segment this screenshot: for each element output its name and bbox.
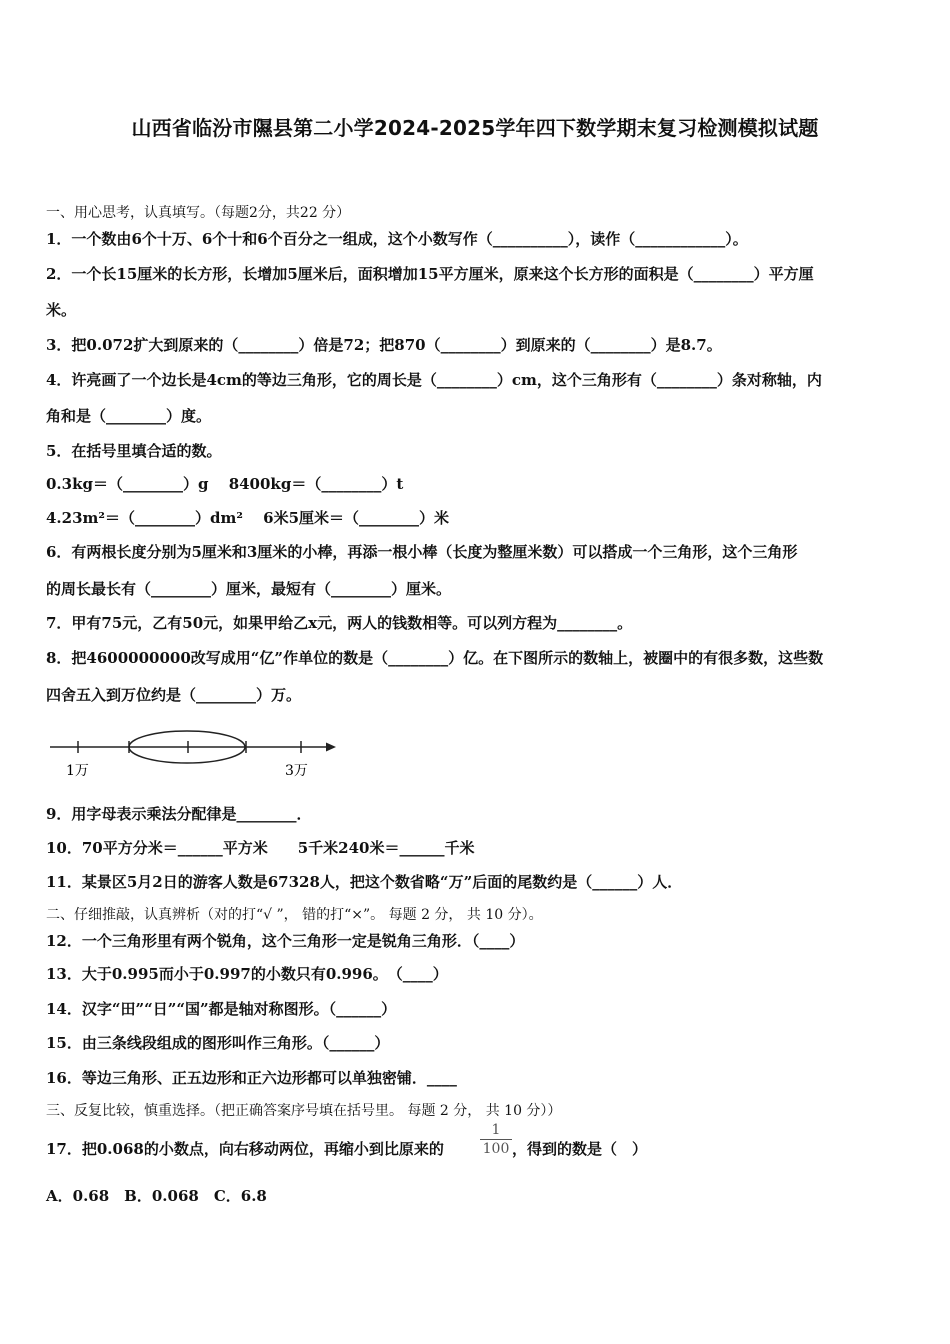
question-17-suffix: ，得到的数是（ ） xyxy=(512,1140,648,1158)
question-9: 9．用字母表示乘法分配律是________． xyxy=(46,805,312,823)
fraction-bar xyxy=(480,1139,512,1140)
number-line-label-left: 1万 xyxy=(66,763,89,779)
question-5-part-a: 0.3kg＝（________）g 8400kg＝（________）t xyxy=(46,475,404,493)
question-1: 1．一个数由6个十万、6个十和6个百分之一组成，这个小数写作（__________），读作（____________）。 xyxy=(46,230,748,248)
question-11: 11．某景区5月2日的游客人数是67328人，把这个数省略“万”后面的尾数约是（______）人． xyxy=(46,873,683,891)
fraction-numerator: 1 xyxy=(491,1122,501,1138)
question-12: 12．一个三角形里有两个锐角，这个三角形一定是锐角三角形．（____） xyxy=(46,932,525,950)
number-line-figure xyxy=(46,722,346,784)
question-10: 10．70平方分米＝______平方米 5千米240米＝______千米 xyxy=(46,839,475,857)
question-16: 16．等边三角形、正五边形和正六边形都可以单独密铺．____ xyxy=(46,1069,457,1087)
question-17-options: A．0.68 B．0.068 C．6.8 xyxy=(46,1187,267,1205)
question-17-prefix: 17．把0.068的小数点，向右移动两位，再缩小到比原来的 xyxy=(46,1140,444,1158)
question-2-line-1: 2．一个长15厘米的长方形，长增加5厘米后，面积增加15平方厘米，原来这个长方形的面积是（________）平方厘 xyxy=(46,265,814,283)
section-2-heading: 二、仔细推敲，认真辨析（对的打“√ ”， 错的打“×”。 每题 2 分， 共 10 分）。 xyxy=(46,907,543,923)
section-3-heading: 三、反复比较，慎重选择。（把正确答案序号填在括号里。 每题 2 分， 共 10 分）） xyxy=(46,1103,562,1119)
question-8-line-1: 8．把4600000000改写成用“亿”作单位的数是（________）亿。在下图所示的数轴上，被圈中的有很多数，这些数 xyxy=(46,649,824,667)
fraction-one-hundredth xyxy=(480,1122,512,1157)
number-line-arrow xyxy=(326,743,336,752)
question-8-line-2: 四舍五入到万位约是（________）万。 xyxy=(46,686,302,704)
question-3: 3．把0.072扩大到原来的（________）倍是72；把870（________）到原来的（________）是8.7。 xyxy=(46,336,722,354)
question-4-line-1: 4．许亮画了一个边长是4cm的等边三角形，它的周长是（________）cm，这个三角形有（________）条对称轴，内 xyxy=(46,371,822,389)
section-1-heading: 一、用心思考，认真填写。（每题2分，共22 分） xyxy=(46,205,351,221)
question-14: 14．汉字“田”“日”“国”都是轴对称图形。（______） xyxy=(46,1000,397,1018)
question-2-line-2: 米。 xyxy=(46,301,77,319)
question-15: 15．由三条线段组成的图形叫作三角形。（______） xyxy=(46,1034,390,1052)
question-6-line-2: 的周长最长有（________）厘米，最短有（________）厘米。 xyxy=(46,580,452,598)
number-line-label-right: 3万 xyxy=(285,763,308,779)
question-4-line-2: 角和是（________）度。 xyxy=(46,407,212,425)
question-5: 5．在括号里填合适的数。 xyxy=(46,442,222,460)
question-5-part-b: 4.23m²＝（________）dm² 6米5厘米＝（________）米 xyxy=(46,509,450,527)
question-13: 13．大于0.995而小于0.997的小数只有0.996。 （____） xyxy=(46,965,448,983)
fraction-denominator: 100 xyxy=(482,1141,510,1157)
question-6-line-1: 6．有两根长度分别为5厘米和3厘米的小棒，再添一根小棒（长度为整厘米数）可以搭成一个三角形，这个三角形 xyxy=(46,543,798,561)
question-7: 7．甲有75元，乙有50元，如果甲给乙x元，两人的钱数相等。可以列方程为________。 xyxy=(46,614,633,632)
page-title: 山西省临汾市隰县第二小学2024-2025学年四下数学期末复习检测模拟试题 xyxy=(131,116,819,140)
